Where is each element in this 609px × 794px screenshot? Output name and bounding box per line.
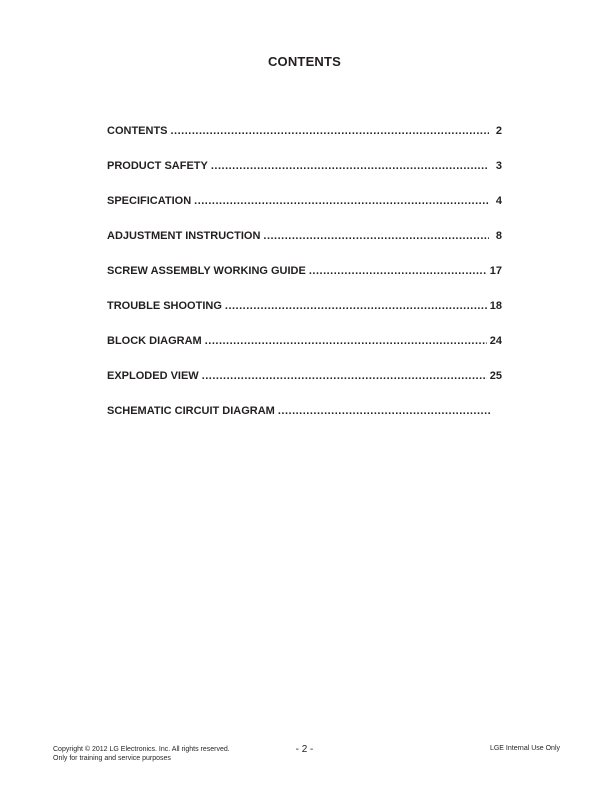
toc-entry-page: 3 — [495, 160, 502, 172]
toc-leader-dots — [171, 125, 490, 137]
toc-entry-page: 8 — [495, 230, 502, 242]
toc-entry-title: SPECIFICATION — [107, 195, 192, 207]
toc-leader-dots — [263, 230, 489, 242]
toc-entry[interactable] — [107, 300, 502, 335]
toc-entry-title: SCREW ASSEMBLY WORKING GUIDE — [107, 265, 306, 277]
toc-entry[interactable] — [107, 335, 502, 370]
toc-leader-dots — [211, 160, 489, 172]
page-title: CONTENTS — [267, 54, 342, 69]
table-of-contents — [107, 125, 502, 440]
toc-entry-page: 25 — [489, 370, 502, 382]
copyright-notice: Copyright © 2012 LG Electronics. Inc. All rights reserved. — [53, 746, 230, 753]
toc-entry-title: PRODUCT SAFETY — [107, 160, 208, 172]
toc-entry-title: CONTENTS — [107, 125, 168, 137]
toc-entry-title: SCHEMATIC CIRCUIT DIAGRAM — [107, 405, 275, 417]
toc-leader-dots — [225, 300, 487, 312]
toc-entry-page: 2 — [495, 125, 502, 137]
toc-entry-page: 18 — [489, 300, 502, 312]
toc-entry-title: TROUBLE SHOOTING — [107, 300, 222, 312]
internal-use-note: LGE Internal Use Only — [489, 745, 560, 752]
toc-entry[interactable] — [107, 405, 502, 440]
toc-leader-dots — [309, 265, 487, 277]
toc-entry-page: 4 — [495, 195, 502, 207]
training-note: Only for training and service purposes — [53, 755, 171, 762]
toc-entry-title: EXPLODED VIEW — [107, 370, 199, 382]
toc-leader-dots — [202, 370, 487, 382]
toc-entry[interactable] — [107, 230, 502, 265]
toc-entry[interactable] — [107, 265, 502, 300]
toc-entry-page: 24 — [489, 335, 502, 347]
toc-entry[interactable] — [107, 125, 502, 160]
toc-entry-title: BLOCK DIAGRAM — [107, 335, 202, 347]
page-number: - 2 - — [295, 744, 314, 755]
toc-entry[interactable] — [107, 160, 502, 195]
toc-entry-page: 17 — [489, 265, 502, 277]
toc-leader-dots — [205, 335, 487, 347]
toc-entry-title: ADJUSTMENT INSTRUCTION — [107, 230, 261, 242]
toc-entry[interactable] — [107, 195, 502, 230]
toc-leader-dots — [278, 405, 492, 417]
toc-entry[interactable] — [107, 370, 502, 405]
toc-leader-dots — [194, 195, 489, 207]
